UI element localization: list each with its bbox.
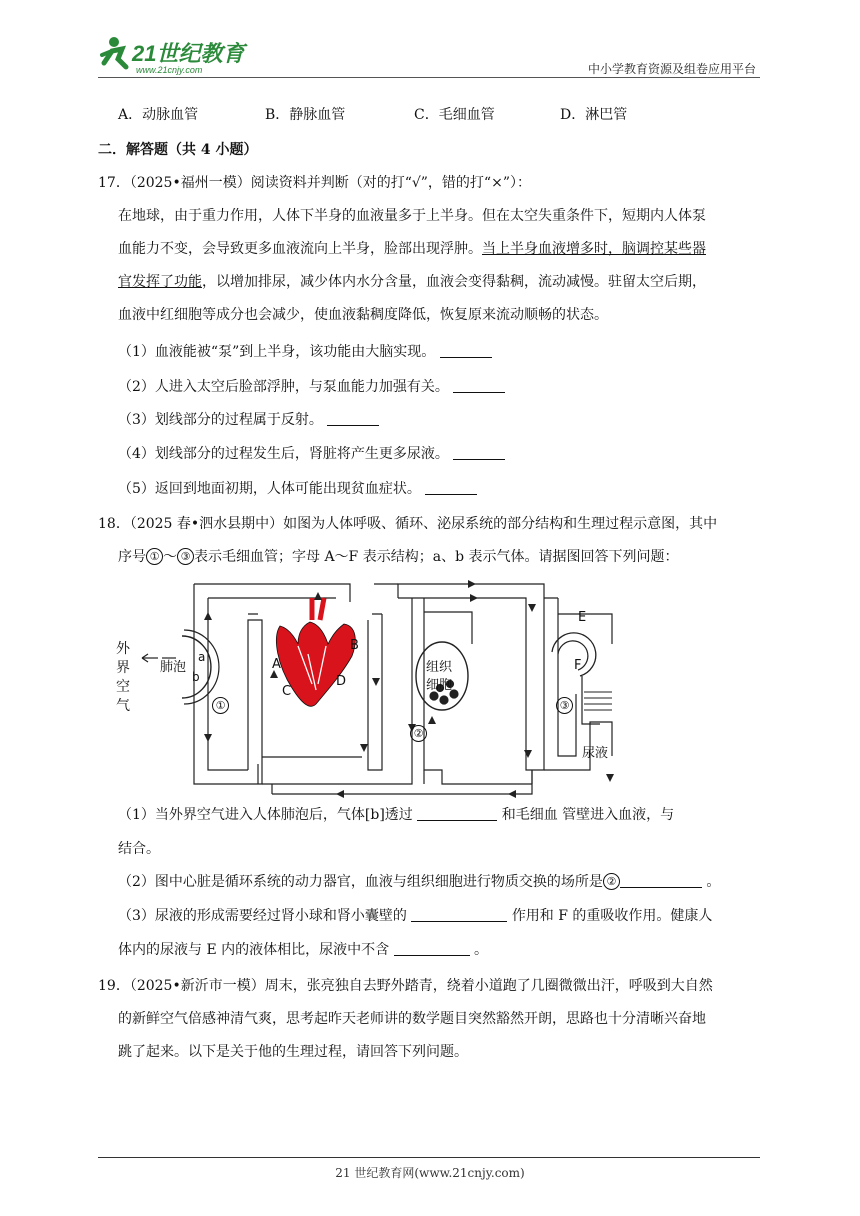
- alveolus-label: 肺泡: [160, 660, 187, 675]
- tissue-label-2: 细胞: [426, 678, 453, 693]
- q18-s3: [118, 906, 712, 926]
- circled-1: ①: [146, 548, 163, 565]
- capillary-2-label: ②: [410, 725, 427, 742]
- answer-blank[interactable]: [620, 873, 702, 888]
- header-platform-text: 中小学教育资源及组卷应用平台: [587, 62, 756, 76]
- q17-s3: [118, 410, 379, 430]
- logo-url: www.21cnjy.com: [136, 65, 203, 75]
- capillary-3-label: ③: [556, 697, 573, 714]
- answer-blank[interactable]: [425, 480, 477, 495]
- q18-s2: [118, 872, 720, 892]
- runner-icon: [102, 37, 126, 67]
- circled-3: ③: [177, 548, 194, 565]
- q18-stem2-a: 序号: [118, 549, 146, 565]
- q17-s2-text: （2）人进入太空后脸部浮肿，与泵血能力加强有关。: [118, 379, 449, 395]
- q17-p3-text: ，以增加排尿，减少体内水分含量，血液会变得黏稠，流动减慢。驻留太空后期，: [202, 274, 706, 290]
- heart-label-a: A: [272, 657, 281, 672]
- gas-b-label: b: [192, 670, 200, 684]
- q18-stem: 18．（2025 春•泗水县期中）如图为人体呼吸、循环、泌尿系统的部分结构和生理过程示意图，其中: [98, 516, 718, 532]
- outside-air-label: 外 界 空 气: [116, 641, 130, 714]
- q18-s1: [118, 805, 674, 825]
- q17-s1: [118, 342, 492, 362]
- answer-blank[interactable]: [453, 445, 505, 460]
- answer-blank[interactable]: [394, 941, 470, 956]
- option-b: B．静脉血管: [265, 107, 346, 123]
- answer-blank[interactable]: [411, 907, 507, 922]
- q17-s3-text: （3）划线部分的过程属于反射。: [118, 412, 323, 428]
- q18-s3-b: 作用和 F 的重吸收作用。健康人: [511, 908, 713, 924]
- option-a: A．动脉血管: [118, 107, 199, 123]
- q18-s3-cont: [118, 940, 488, 960]
- heart-label-c: C: [282, 684, 292, 699]
- q17-s5-text: （5）返回到地面初期，人体可能出现贫血症状。: [118, 481, 421, 497]
- q19-l2: 的新鲜空气倍感神清气爽，思考起昨天老师讲的数学题目突然豁然开朗，思路也十分清晰兴奋地: [118, 1011, 706, 1027]
- capillary-1-label: ①: [212, 697, 229, 714]
- q18-s2-a: （2）图中心脏是循环系统的动力器官，血液与组织细胞进行物质交换的场所是: [118, 874, 603, 890]
- q18-s1-a: （1）当外界空气进入人体肺泡后，气体[b]透过: [118, 807, 413, 823]
- q17-underlined-1: 当上半身血液增多时，脑调控某些器: [482, 241, 706, 257]
- q19-l1: 19．（2025•新沂市一模）周末，张亮独自去野外踏青，绕着小道跑了几圈微微出汗，呼吸到大自然: [98, 978, 713, 994]
- q17-s5: [118, 479, 477, 499]
- q17-s4-text: （4）划线部分的过程发生后，肾脏将产生更多尿液。: [118, 446, 449, 462]
- kidney-label-e: E: [578, 610, 587, 625]
- heart-label-b: B: [350, 638, 359, 653]
- q18-s3-a: （3）尿液的形成需要经过肾小球和肾小囊壁的: [118, 908, 407, 924]
- q18-s3-c: 体内的尿液与 E 内的液体相比，尿液中不含: [118, 942, 390, 958]
- answer-blank[interactable]: [327, 411, 379, 426]
- q18-s1-cont: 结合。: [118, 841, 160, 857]
- footer-text: 21 世纪教育网(www.21cnjy.com): [335, 1166, 525, 1180]
- q17-p1: 在地球，由于重力作用，人体下半身的血液量多于上半身。但在太空失重条件下，短期内人体泵: [118, 208, 706, 224]
- q18-tilde: ～: [163, 549, 177, 565]
- logo-title: 21世纪教育: [132, 41, 245, 66]
- q18-stem2: [118, 547, 678, 567]
- q17-p2-text: 血能力不变，会导致更多血液流向上半身，脸部出现浮肿。: [118, 241, 482, 257]
- q17-stem: 17．（2025•福州一模）阅读资料并判断（对的打“√”，错的打“×”）：: [98, 175, 531, 191]
- circulation-diagram: [112, 574, 632, 800]
- urine-label: 尿液: [582, 746, 609, 761]
- gas-a-label: a: [198, 650, 206, 664]
- kidney-label-f: F: [574, 658, 582, 673]
- heart-label-d: D: [336, 674, 347, 689]
- answer-blank[interactable]: [417, 806, 497, 821]
- answer-blank[interactable]: [440, 343, 492, 358]
- option-d: D．淋巴管: [560, 107, 628, 123]
- q17-s1-text: （1）血液能被“泵”到上半身，该功能由大脑实现。: [118, 344, 436, 360]
- q18-s2-end: 。: [706, 874, 721, 890]
- q17-p3: [118, 272, 706, 292]
- footer-divider: [98, 1157, 760, 1158]
- q17-p4: 血液中红细胞等成分也会减少，使血液黏稠度降低，恢复原来流动顺畅的状态。: [118, 307, 608, 323]
- q17-s4: [118, 444, 505, 464]
- q17-s2: [118, 377, 505, 397]
- q17-underlined-2: 官发挥了功能: [118, 274, 202, 290]
- option-c: C．毛细血管: [414, 107, 495, 123]
- q17-p2: [118, 239, 706, 259]
- circled-2: ②: [603, 873, 620, 890]
- answer-blank[interactable]: [453, 378, 505, 393]
- section-title: 二．解答题（共 4 小题）: [98, 142, 258, 158]
- site-logo: [96, 33, 256, 77]
- tissue-label-1: 组织: [426, 660, 453, 675]
- q18-s3-end: 。: [474, 942, 489, 958]
- q18-stem2-b: 表示毛细血管；字母 A～F 表示结构；a、b 表示气体。请据图回答下列问题：: [194, 549, 679, 565]
- header-divider: [98, 77, 760, 78]
- q18-s1-b: 和毛细血 管壁进入血液，与: [501, 807, 675, 823]
- q19-l3: 跳了起来。以下是关于他的生理过程，请回答下列问题。: [118, 1044, 468, 1060]
